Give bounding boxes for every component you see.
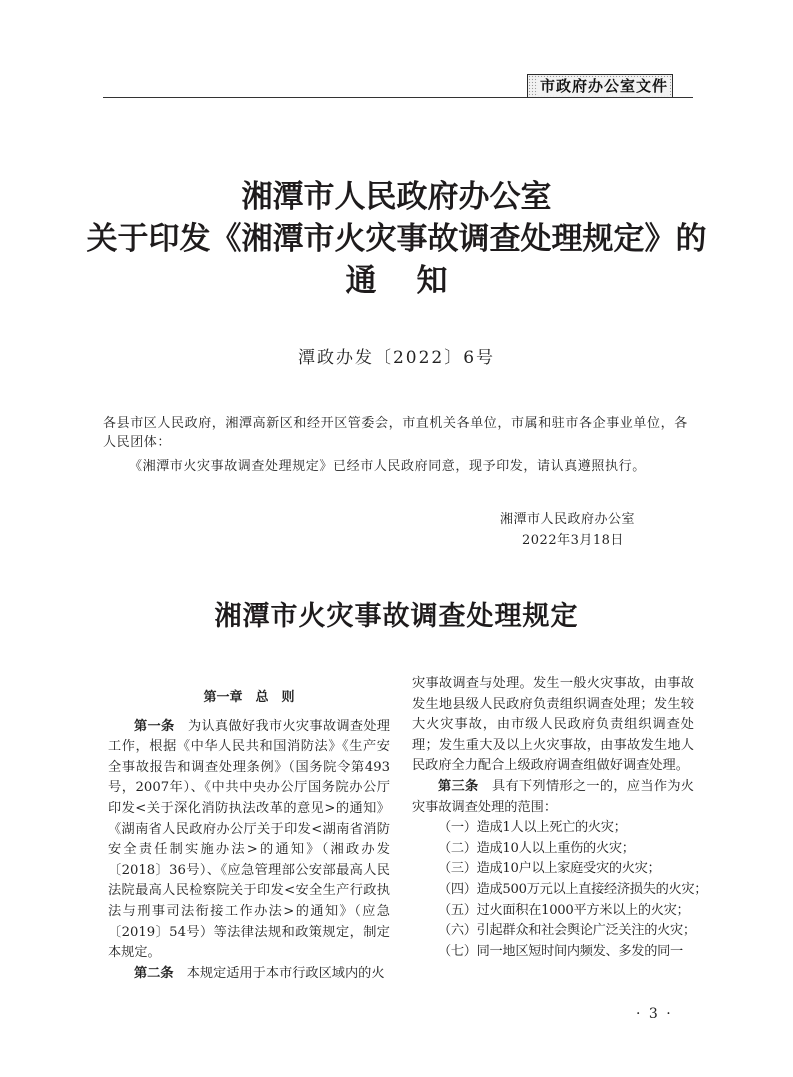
list-item: （六）引起群众和社会舆论广泛关注的火灾；	[438, 923, 696, 939]
article-1-label: 第一条	[134, 718, 175, 734]
list-item: （三）造成10户以上家庭受灾的火灾；	[438, 861, 661, 877]
notice-title	[60, 176, 733, 302]
article-3	[412, 777, 694, 818]
list-item: （七）同一地区短时间内频发、多发的同一	[438, 943, 683, 959]
header-rule	[103, 97, 693, 98]
article-1	[108, 717, 390, 964]
list-item: （四）造成500万元以上直接经济损失的火灾；	[438, 881, 708, 897]
signature-block	[480, 509, 700, 551]
signer-org: 湘潭市人民政府办公室	[500, 512, 636, 527]
right-column	[412, 674, 708, 962]
list-item: （一）造成1人以上死亡的火灾；	[438, 820, 627, 836]
left-column	[108, 674, 390, 984]
recipients: 各县市区人民政府，湘潭高新区和经开区管委会，市直机关各单位，市属和驻市各企事业单位，各人民团体：	[103, 416, 688, 450]
article-3-text: 具有下列情形之一的，应当作为火灾事故调查处理的范围：	[412, 778, 694, 815]
regulation-title: 湘潭市火灾事故调查处理规定	[214, 601, 579, 632]
article-2-label: 第二条	[134, 965, 174, 981]
signer-date: 2022年3月18日	[522, 533, 624, 548]
document-category-tag	[527, 74, 673, 98]
document-category-label: 市政府办公室文件	[540, 77, 669, 95]
page-number: · 3 ·	[636, 1006, 673, 1022]
article-2-continuation: 灾事故调查与处理。发生一般火灾事故，由事故发生地县级人民政府负责组织调查处理；发生较大火灾事故，由市级人民政府负责组织调查处理；发生重大及以上火灾事故，由事故发生地人民政府全力配合上级政府调查组做好调查处理。	[412, 676, 694, 774]
list-item: （五）过火面积在1000平方米以上的火灾；	[438, 902, 690, 918]
notice-body: 《湘潭市火灾事故调查处理规定》已经市人民政府同意，现予印发，请认真遵照执行。	[129, 459, 646, 474]
article-3-label: 第三条	[438, 778, 479, 794]
document-number: 潭政办发〔2022〕6号	[297, 348, 496, 368]
notice-title-line-2: 关于印发《湘潭市火灾事故调查处理规定》的	[86, 221, 707, 257]
chapter-heading: 第一章 总 则	[203, 690, 295, 705]
article-2	[108, 964, 390, 985]
article-2-text: 本规定适用于本市行政区域内的火	[173, 965, 385, 981]
list-item: （二）造成10人以上重伤的火灾；	[438, 840, 635, 856]
article-1-text: 为认真做好我市火灾事故调查处理工作，根据《中华人民共和国消防法》《生产安全事故报告和调查处理条例》（国务院令第493号，2007年）、《中共中央办公厅国务院办公厅印发<关于深化消防执法改革的意见>的通知》《湖南省人民政府办公厅关于印发<湖南省消防安全责任制实施办法>的通知》（湘政办发〔2018〕36号）、《应急管理部公安部最高人民法院最高人民检察院关于印发<安全生产行政执法与刑事司法衔接工作办法>的通知》（应急〔2019〕54号）等法律法规和政策规定，制定本规定。	[108, 718, 390, 961]
notice-title-line-3: 通知	[345, 263, 488, 299]
notice-title-line-1: 湘潭市人民政府办公室	[241, 179, 552, 215]
